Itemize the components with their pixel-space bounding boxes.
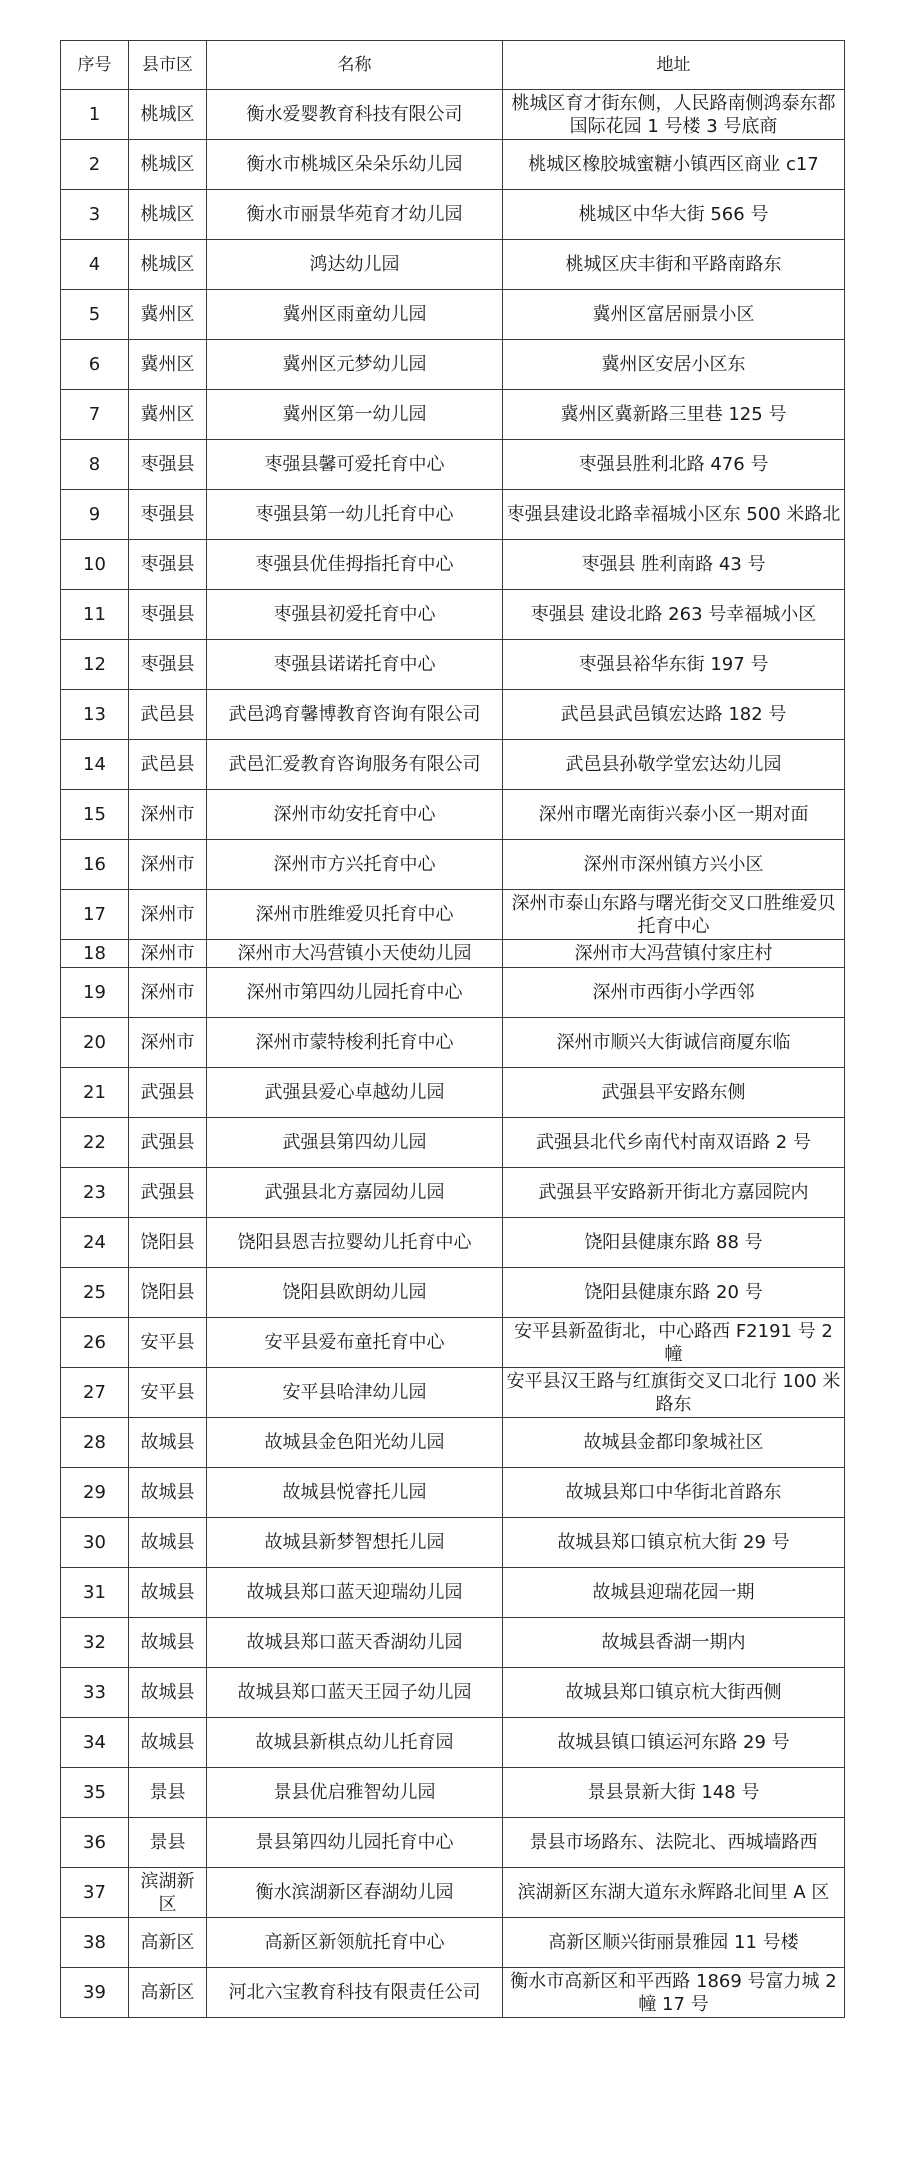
cell-name: 深州市胜维爱贝托育中心: [207, 890, 503, 940]
cell-name: 河北六宝教育科技有限责任公司: [207, 1968, 503, 2018]
cell-address: 饶阳县健康东路 88 号: [503, 1218, 845, 1268]
cell-name: 枣强县初爱托育中心: [207, 590, 503, 640]
cell-name: 冀州区第一幼儿园: [207, 390, 503, 440]
cell-district: 高新区: [129, 1918, 207, 1968]
table-row: [61, 1768, 845, 1818]
cell-address: 武邑县武邑镇宏达路 182 号: [503, 690, 845, 740]
table-row: [61, 390, 845, 440]
cell-district: 冀州区: [129, 390, 207, 440]
cell-address: 故城县郑口中华街北首路东: [503, 1468, 845, 1518]
cell-district: 安平县: [129, 1318, 207, 1368]
cell-district: 枣强县: [129, 540, 207, 590]
cell-address: 枣强县 建设北路 263 号幸福城小区: [503, 590, 845, 640]
cell-address: 故城县郑口镇京杭大街 29 号: [503, 1518, 845, 1568]
table-row: [61, 1968, 845, 2018]
cell-address: 深州市曙光南街兴泰小区一期对面: [503, 790, 845, 840]
header-serial: 序号: [61, 41, 129, 90]
cell-address: 武强县北代乡南代村南双语路 2 号: [503, 1118, 845, 1168]
table-row: [61, 440, 845, 490]
cell-district: 深州市: [129, 840, 207, 890]
cell-district: 深州市: [129, 968, 207, 1018]
cell-district: 武邑县: [129, 690, 207, 740]
cell-address: 故城县迎瑞花园一期: [503, 1568, 845, 1618]
table-body: [61, 90, 845, 2018]
cell-address: 衡水市高新区和平西路 1869 号富力城 2 幢 17 号: [503, 1968, 845, 2018]
cell-district: 饶阳县: [129, 1268, 207, 1318]
cell-address: 武强县平安路东侧: [503, 1068, 845, 1118]
cell-district: 故城县: [129, 1418, 207, 1468]
cell-address: 深州市顺兴大街诚信商厦东临: [503, 1018, 845, 1068]
cell-district: 冀州区: [129, 340, 207, 390]
cell-name: 安平县哈津幼儿园: [207, 1368, 503, 1418]
table-row: [61, 1318, 845, 1368]
cell-name: 冀州区雨童幼儿园: [207, 290, 503, 340]
cell-district: 故城县: [129, 1468, 207, 1518]
table-row: [61, 590, 845, 640]
cell-name: 武邑鸿育馨博教育咨询有限公司: [207, 690, 503, 740]
cell-district: 桃城区: [129, 140, 207, 190]
header-address: 地址: [503, 41, 845, 90]
cell-name: 景县优启雅智幼儿园: [207, 1768, 503, 1818]
cell-serial: 19: [61, 968, 129, 1018]
cell-serial: 38: [61, 1918, 129, 1968]
cell-name: 枣强县优佳拇指托育中心: [207, 540, 503, 590]
cell-serial: 3: [61, 190, 129, 240]
table-row: [61, 90, 845, 140]
kindergarten-table-container: [60, 40, 844, 2018]
cell-name: 武邑汇爱教育咨询服务有限公司: [207, 740, 503, 790]
cell-district: 深州市: [129, 1018, 207, 1068]
cell-serial: 37: [61, 1868, 129, 1918]
cell-district: 景县: [129, 1818, 207, 1868]
cell-district: 桃城区: [129, 240, 207, 290]
cell-name: 故城县金色阳光幼儿园: [207, 1418, 503, 1468]
cell-address: 桃城区庆丰街和平路南路东: [503, 240, 845, 290]
cell-serial: 9: [61, 490, 129, 540]
cell-serial: 27: [61, 1368, 129, 1418]
cell-district: 深州市: [129, 940, 207, 968]
cell-district: 故城县: [129, 1518, 207, 1568]
cell-serial: 21: [61, 1068, 129, 1118]
cell-name: 衡水市丽景华苑育才幼儿园: [207, 190, 503, 240]
cell-serial: 33: [61, 1668, 129, 1718]
cell-name: 故城县新梦智想托儿园: [207, 1518, 503, 1568]
cell-serial: 14: [61, 740, 129, 790]
table-row: [61, 640, 845, 690]
table-row: [61, 340, 845, 390]
cell-name: 衡水市桃城区朵朵乐幼儿园: [207, 140, 503, 190]
cell-name: 故城县悦睿托儿园: [207, 1468, 503, 1518]
table-row: [61, 1168, 845, 1218]
cell-serial: 23: [61, 1168, 129, 1218]
cell-district: 武强县: [129, 1118, 207, 1168]
cell-serial: 17: [61, 890, 129, 940]
cell-address: 安平县汉王路与红旗街交叉口北行 100 米路东: [503, 1368, 845, 1418]
cell-serial: 34: [61, 1718, 129, 1768]
cell-serial: 32: [61, 1618, 129, 1668]
cell-name: 衡水爱婴教育科技有限公司: [207, 90, 503, 140]
table-row: [61, 890, 845, 940]
cell-district: 故城县: [129, 1668, 207, 1718]
cell-serial: 8: [61, 440, 129, 490]
cell-district: 桃城区: [129, 90, 207, 140]
cell-district: 武邑县: [129, 740, 207, 790]
cell-district: 景县: [129, 1768, 207, 1818]
cell-address: 深州市大冯营镇付家庄村: [503, 940, 845, 968]
cell-name: 武强县第四幼儿园: [207, 1118, 503, 1168]
table-row: [61, 290, 845, 340]
cell-district: 枣强县: [129, 640, 207, 690]
table-header-row: [61, 41, 845, 90]
table-row: [61, 840, 845, 890]
cell-serial: 28: [61, 1418, 129, 1468]
cell-name: 深州市第四幼儿园托育中心: [207, 968, 503, 1018]
cell-serial: 12: [61, 640, 129, 690]
cell-name: 深州市幼安托育中心: [207, 790, 503, 840]
cell-address: 枣强县 胜利南路 43 号: [503, 540, 845, 590]
table-row: [61, 1018, 845, 1068]
cell-name: 故城县郑口蓝天迎瑞幼儿园: [207, 1568, 503, 1618]
table-row: [61, 968, 845, 1018]
cell-serial: 24: [61, 1218, 129, 1268]
cell-name: 故城县新棋点幼儿托育园: [207, 1718, 503, 1768]
cell-serial: 30: [61, 1518, 129, 1568]
cell-address: 冀州区冀新路三里巷 125 号: [503, 390, 845, 440]
table-row: [61, 1518, 845, 1568]
table-row: [61, 1868, 845, 1918]
table-row: [61, 1818, 845, 1868]
cell-district: 故城县: [129, 1568, 207, 1618]
table-row: [61, 1268, 845, 1318]
table-row: [61, 940, 845, 968]
table-row: [61, 740, 845, 790]
table-row: [61, 1418, 845, 1468]
cell-address: 桃城区橡胶城蜜糖小镇西区商业 c17: [503, 140, 845, 190]
cell-serial: 25: [61, 1268, 129, 1318]
cell-serial: 1: [61, 90, 129, 140]
cell-address: 故城县镇口镇运河东路 29 号: [503, 1718, 845, 1768]
cell-serial: 5: [61, 290, 129, 340]
cell-district: 故城县: [129, 1618, 207, 1668]
cell-serial: 29: [61, 1468, 129, 1518]
cell-name: 深州市蒙特梭利托育中心: [207, 1018, 503, 1068]
cell-address: 枣强县胜利北路 476 号: [503, 440, 845, 490]
cell-name: 枣强县第一幼儿托育中心: [207, 490, 503, 540]
cell-name: 枣强县诺诺托育中心: [207, 640, 503, 690]
cell-address: 故城县香湖一期内: [503, 1618, 845, 1668]
cell-address: 桃城区中华大街 566 号: [503, 190, 845, 240]
cell-district: 冀州区: [129, 290, 207, 340]
cell-address: 景县市场路东、法院北、西城墙路西: [503, 1818, 845, 1868]
cell-district: 枣强县: [129, 440, 207, 490]
cell-serial: 13: [61, 690, 129, 740]
cell-address: 深州市深州镇方兴小区: [503, 840, 845, 890]
cell-address: 冀州区安居小区东: [503, 340, 845, 390]
table-row: [61, 540, 845, 590]
cell-serial: 20: [61, 1018, 129, 1068]
cell-serial: 15: [61, 790, 129, 840]
cell-name: 冀州区元梦幼儿园: [207, 340, 503, 390]
cell-name: 武强县北方嘉园幼儿园: [207, 1168, 503, 1218]
cell-name: 深州市方兴托育中心: [207, 840, 503, 890]
cell-name: 枣强县馨可爱托育中心: [207, 440, 503, 490]
table-row: [61, 1568, 845, 1618]
header-district: 县市区: [129, 41, 207, 90]
cell-district: 安平县: [129, 1368, 207, 1418]
cell-serial: 2: [61, 140, 129, 190]
kindergarten-table: [60, 40, 845, 2018]
table-row: [61, 140, 845, 190]
cell-address: 武强县平安路新开街北方嘉园院内: [503, 1168, 845, 1218]
cell-district: 桃城区: [129, 190, 207, 240]
cell-address: 安平县新盈街北，中心路西 F2191 号 2 幢: [503, 1318, 845, 1368]
cell-address: 故城县郑口镇京杭大街西侧: [503, 1668, 845, 1718]
table-row: [61, 1118, 845, 1168]
cell-address: 故城县金都印象城社区: [503, 1418, 845, 1468]
cell-serial: 35: [61, 1768, 129, 1818]
cell-district: 枣强县: [129, 490, 207, 540]
cell-address: 滨湖新区东湖大道东永辉路北间里 A 区: [503, 1868, 845, 1918]
table-row: [61, 1668, 845, 1718]
cell-name: 鸿达幼儿园: [207, 240, 503, 290]
cell-name: 故城县郑口蓝天香湖幼儿园: [207, 1618, 503, 1668]
table-row: [61, 1218, 845, 1268]
cell-name: 饶阳县恩吉拉婴幼儿托育中心: [207, 1218, 503, 1268]
cell-address: 枣强县建设北路幸福城小区东 500 米路北: [503, 490, 845, 540]
table-row: [61, 1918, 845, 1968]
cell-serial: 36: [61, 1818, 129, 1868]
cell-serial: 39: [61, 1968, 129, 2018]
cell-name: 故城县郑口蓝天王园子幼儿园: [207, 1668, 503, 1718]
cell-serial: 16: [61, 840, 129, 890]
cell-address: 枣强县裕华东街 197 号: [503, 640, 845, 690]
cell-name: 饶阳县欧朗幼儿园: [207, 1268, 503, 1318]
cell-name: 武强县爱心卓越幼儿园: [207, 1068, 503, 1118]
table-row: [61, 690, 845, 740]
cell-district: 饶阳县: [129, 1218, 207, 1268]
header-name: 名称: [207, 41, 503, 90]
table-row: [61, 240, 845, 290]
cell-district: 滨湖新区: [129, 1868, 207, 1918]
cell-district: 武强县: [129, 1068, 207, 1118]
table-row: [61, 490, 845, 540]
cell-address: 桃城区育才街东侧，人民路南侧鸿泰东都国际花园 1 号楼 3 号底商: [503, 90, 845, 140]
cell-name: 景县第四幼儿园托育中心: [207, 1818, 503, 1868]
table-row: [61, 1618, 845, 1668]
cell-district: 故城县: [129, 1718, 207, 1768]
cell-name: 深州市大冯营镇小天使幼儿园: [207, 940, 503, 968]
cell-name: 高新区新领航托育中心: [207, 1918, 503, 1968]
cell-serial: 10: [61, 540, 129, 590]
table-row: [61, 1068, 845, 1118]
cell-serial: 11: [61, 590, 129, 640]
cell-address: 景县景新大街 148 号: [503, 1768, 845, 1818]
cell-serial: 22: [61, 1118, 129, 1168]
cell-address: 冀州区富居丽景小区: [503, 290, 845, 340]
cell-address: 武邑县孙敬学堂宏达幼儿园: [503, 740, 845, 790]
cell-district: 武强县: [129, 1168, 207, 1218]
cell-address: 深州市泰山东路与曙光街交叉口胜维爱贝托育中心: [503, 890, 845, 940]
cell-district: 枣强县: [129, 590, 207, 640]
cell-serial: 6: [61, 340, 129, 390]
cell-address: 深州市西街小学西邻: [503, 968, 845, 1018]
table-row: [61, 1468, 845, 1518]
table-row: [61, 1718, 845, 1768]
cell-district: 深州市: [129, 890, 207, 940]
cell-name: 安平县爱布童托育中心: [207, 1318, 503, 1368]
cell-district: 深州市: [129, 790, 207, 840]
cell-serial: 7: [61, 390, 129, 440]
cell-serial: 26: [61, 1318, 129, 1368]
table-row: [61, 790, 845, 840]
cell-name: 衡水滨湖新区春湖幼儿园: [207, 1868, 503, 1918]
cell-serial: 4: [61, 240, 129, 290]
cell-district: 高新区: [129, 1968, 207, 2018]
table-row: [61, 1368, 845, 1418]
cell-address: 高新区顺兴街丽景雅园 11 号楼: [503, 1918, 845, 1968]
cell-address: 饶阳县健康东路 20 号: [503, 1268, 845, 1318]
cell-serial: 31: [61, 1568, 129, 1618]
cell-serial: 18: [61, 940, 129, 968]
table-row: [61, 190, 845, 240]
